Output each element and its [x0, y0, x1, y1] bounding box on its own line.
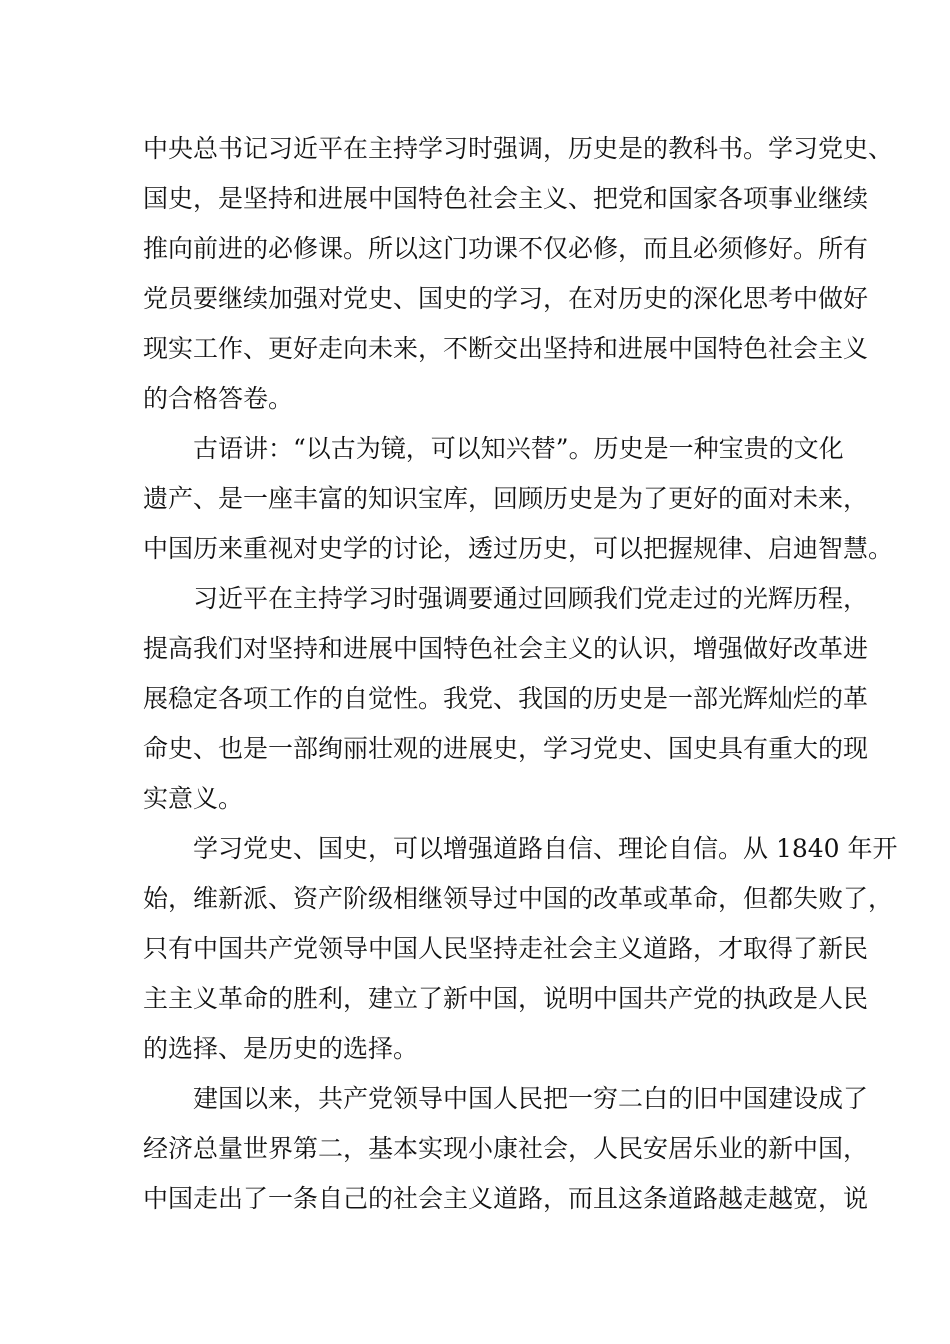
paragraph-3-line-1: 习近平在主持学习时强调要通过回顾我们党走过的光辉历程，: [193, 584, 869, 613]
paragraph-5-line-1: 建国以来，共产党领导中国人民把一穷二白的旧中国建设成了: [193, 1084, 869, 1113]
paragraph-3-line-5: 实意义。: [143, 784, 244, 813]
paragraph-4-line-1: 学习党史、国史，可以增强道路自信、理论自信。从 1840 年开: [193, 834, 898, 863]
document-body: [143, 124, 898, 1224]
paragraph-1-line-2: 国史，是坚持和进展中国特色社会主义、把党和国家各项事业继续: [143, 184, 869, 213]
paragraph-5-line-3: 中国走出了一条自己的社会主义道路，而且这条道路越走越宽，说: [143, 1184, 869, 1213]
paragraph-5-line-2: 经济总量世界第二，基本实现小康社会，人民安居乐业的新中国，: [143, 1134, 869, 1163]
paragraph-3-line-3: 展稳定各项工作的自觉性。我党、我国的历史是一部光辉灿烂的革: [143, 684, 869, 713]
paragraph-4-line-2: 始，维新派、资产阶级相继领导过中国的改革或革命，但都失败了，: [143, 884, 894, 913]
paragraph-2-line-2: 遗产、是一座丰富的知识宝库，回顾历史是为了更好的面对未来，: [143, 484, 869, 513]
paragraph-1-line-4: 党员要继续加强对党史、国史的学习，在对历史的深化思考中做好: [143, 284, 869, 313]
paragraph-1-line-1: 中央总书记习近平在主持学习时强调，历史是的教科书。学习党史、: [143, 134, 894, 163]
paragraph-2-line-1: 古语讲：“以古为镜，可以知兴替”。历史是一种宝贵的文化: [193, 434, 844, 463]
paragraph-1-line-6: 的合格答卷。: [143, 384, 294, 413]
paragraph-2-line-3: 中国历来重视对史学的讨论，透过历史，可以把握规律、启迪智慧。: [143, 534, 894, 563]
paragraph-1-line-3: 推向前进的必修课。所以这门功课不仅必修，而且必须修好。所有: [143, 234, 869, 263]
paragraph-4-line-3: 只有中国共产党领导中国人民坚持走社会主义道路，才取得了新民: [143, 934, 869, 963]
paragraph-4-line-5: 的选择、是历史的选择。: [143, 1034, 419, 1063]
paragraph-1-line-5: 现实工作、更好走向未来，不断交出坚持和进展中国特色社会主义: [143, 334, 869, 363]
paragraph-3-line-4: 命史、也是一部绚丽壮观的进展史，学习党史、国史具有重大的现: [143, 734, 869, 763]
paragraph-4-line-4: 主主义革命的胜利，建立了新中国，说明中国共产党的执政是人民: [143, 984, 869, 1013]
paragraph-3-line-2: 提高我们对坚持和进展中国特色社会主义的认识，增强做好改革进: [143, 634, 869, 663]
